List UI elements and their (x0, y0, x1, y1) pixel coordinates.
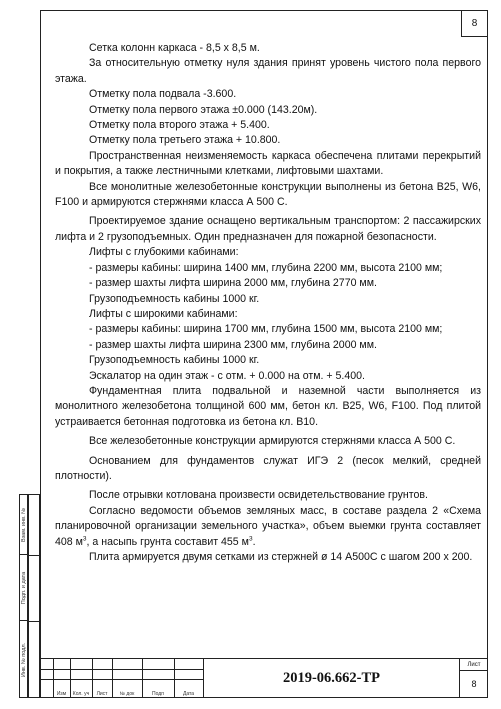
side-stamp (19, 494, 41, 698)
paragraph: Все железобетонные конструкции армируются стержнями класса А 500 С. (89, 435, 456, 448)
paragraph: Основанием для фундаментов служат ИГЭ 2 (песок мелкий, средней плотности). (55, 454, 481, 482)
paragraph: Отметку пола первого этажа ±0.000 (143.20м). (89, 103, 318, 116)
document-body (55, 41, 481, 565)
volume-text-2: , а насыпь грунта составит 455 м (86, 535, 249, 548)
paragraph: Грузоподъемность кабины 1000 кг. (89, 354, 260, 367)
paragraph: Лифты с широкими кабинами: (89, 307, 238, 320)
side-divider (29, 621, 39, 622)
paragraph: Сетка колонн каркаса - 8,5 х 8,5 м. (89, 42, 260, 54)
paragraph: - размеры кабины: ширина 1700 мм, глубина 1500 мм, высота 2100 мм; (89, 323, 443, 336)
sheet-label: Лист (460, 659, 488, 671)
paragraph: Лифты с глубокими кабинами: (89, 246, 239, 259)
stamp-header: Кол. уч (72, 691, 90, 697)
paragraph: За относительную отметку нуля здания принят уровень чистого пола первого этажа. (55, 57, 481, 85)
paragraph: - размер шахты лифта ширина 2000 мм, глубина 2770 мм. (89, 277, 377, 290)
page-number-top: 8 (461, 11, 487, 37)
paragraph: Проектируемое здание оснащено вертикальным транспортом: 2 пассажирских лифта и 2 грузоподъемных. Один предназначен для пожарной безопасности. (55, 215, 481, 243)
document-code: 2019-06.662-ТР (203, 659, 460, 697)
stamp-header: Дата (182, 691, 195, 697)
paragraph-volumes (55, 504, 481, 550)
revision-grid (40, 659, 203, 699)
page-frame (40, 10, 488, 698)
paragraph: - размер шахты лифта ширина 2300 мм, глубина 2000 мм. (89, 338, 377, 351)
side-label: Инв. № подл. (20, 642, 27, 678)
sheet-number: 8 (471, 679, 477, 689)
side-cell (20, 555, 27, 621)
paragraph: Пространственная неизменяемость каркаса обеспечена плитами перекрытий и покрытия, а также лестничными клетками, лифтовыми шахтами. (55, 149, 481, 178)
side-cell (20, 495, 27, 555)
superscript-1: 3 (82, 535, 87, 543)
stamp-header: Подп (152, 691, 164, 697)
paragraph: Отметку пола второго этажа + 5.400. (89, 119, 270, 132)
paragraph: Все монолитные железобетонные конструкции выполнены из бетона В25, W6, F100 и армируются стержнями класса А 500 С. (55, 180, 481, 209)
stamp-header: Изм (56, 691, 67, 697)
paragraph: Отметку пола третьего этажа + 10.800. (89, 134, 281, 147)
paragraph: Эскалатор на один этаж - с отм. + 0.000 на отм. + 5.400. (89, 369, 365, 382)
side-divider (29, 555, 39, 556)
side-label-column (19, 494, 28, 698)
paragraph: Отметку пола подвала -3.600. (89, 88, 237, 101)
grid-line (40, 679, 203, 680)
volume-text-1: Согласно ведомости объемов земляных масс, в составе раздела 2 «Схема планировочной организации земельного участка», объем выемки грунта составляет 408 м (55, 504, 481, 548)
side-label: Подп. и дата (20, 571, 27, 604)
grid-line (40, 669, 203, 670)
paragraph: - размеры кабины: ширина 1400 мм, глубина 2200 мм, высота 2100 мм; (89, 261, 443, 274)
paragraph: Плита армируется двумя сетками из стержней ø 14 А500С с шагом 200 х 200. (89, 551, 473, 563)
stamp-header: Лист (96, 691, 108, 697)
paragraph: Грузоподъемность кабины 1000 кг. (89, 292, 260, 305)
side-value-column (28, 494, 40, 698)
superscript-2: 3 (248, 535, 253, 543)
paragraph: После отрывки котлована произвести освидетельствование грунтов. (89, 489, 428, 502)
side-label: Взам. инв. № (20, 507, 27, 542)
title-block (40, 658, 488, 698)
side-cell (20, 621, 27, 699)
volume-period: . (252, 535, 256, 548)
stamp-header: № док (119, 691, 135, 697)
paragraph: Фундаментная плита подвальной и наземной части выполняется из монолитного железобетона толщиной 600 мм, бетон кл. В25, W6, F100. Под плитой устраивается бетонная подготовка из бетона кл. В10. (55, 384, 481, 428)
